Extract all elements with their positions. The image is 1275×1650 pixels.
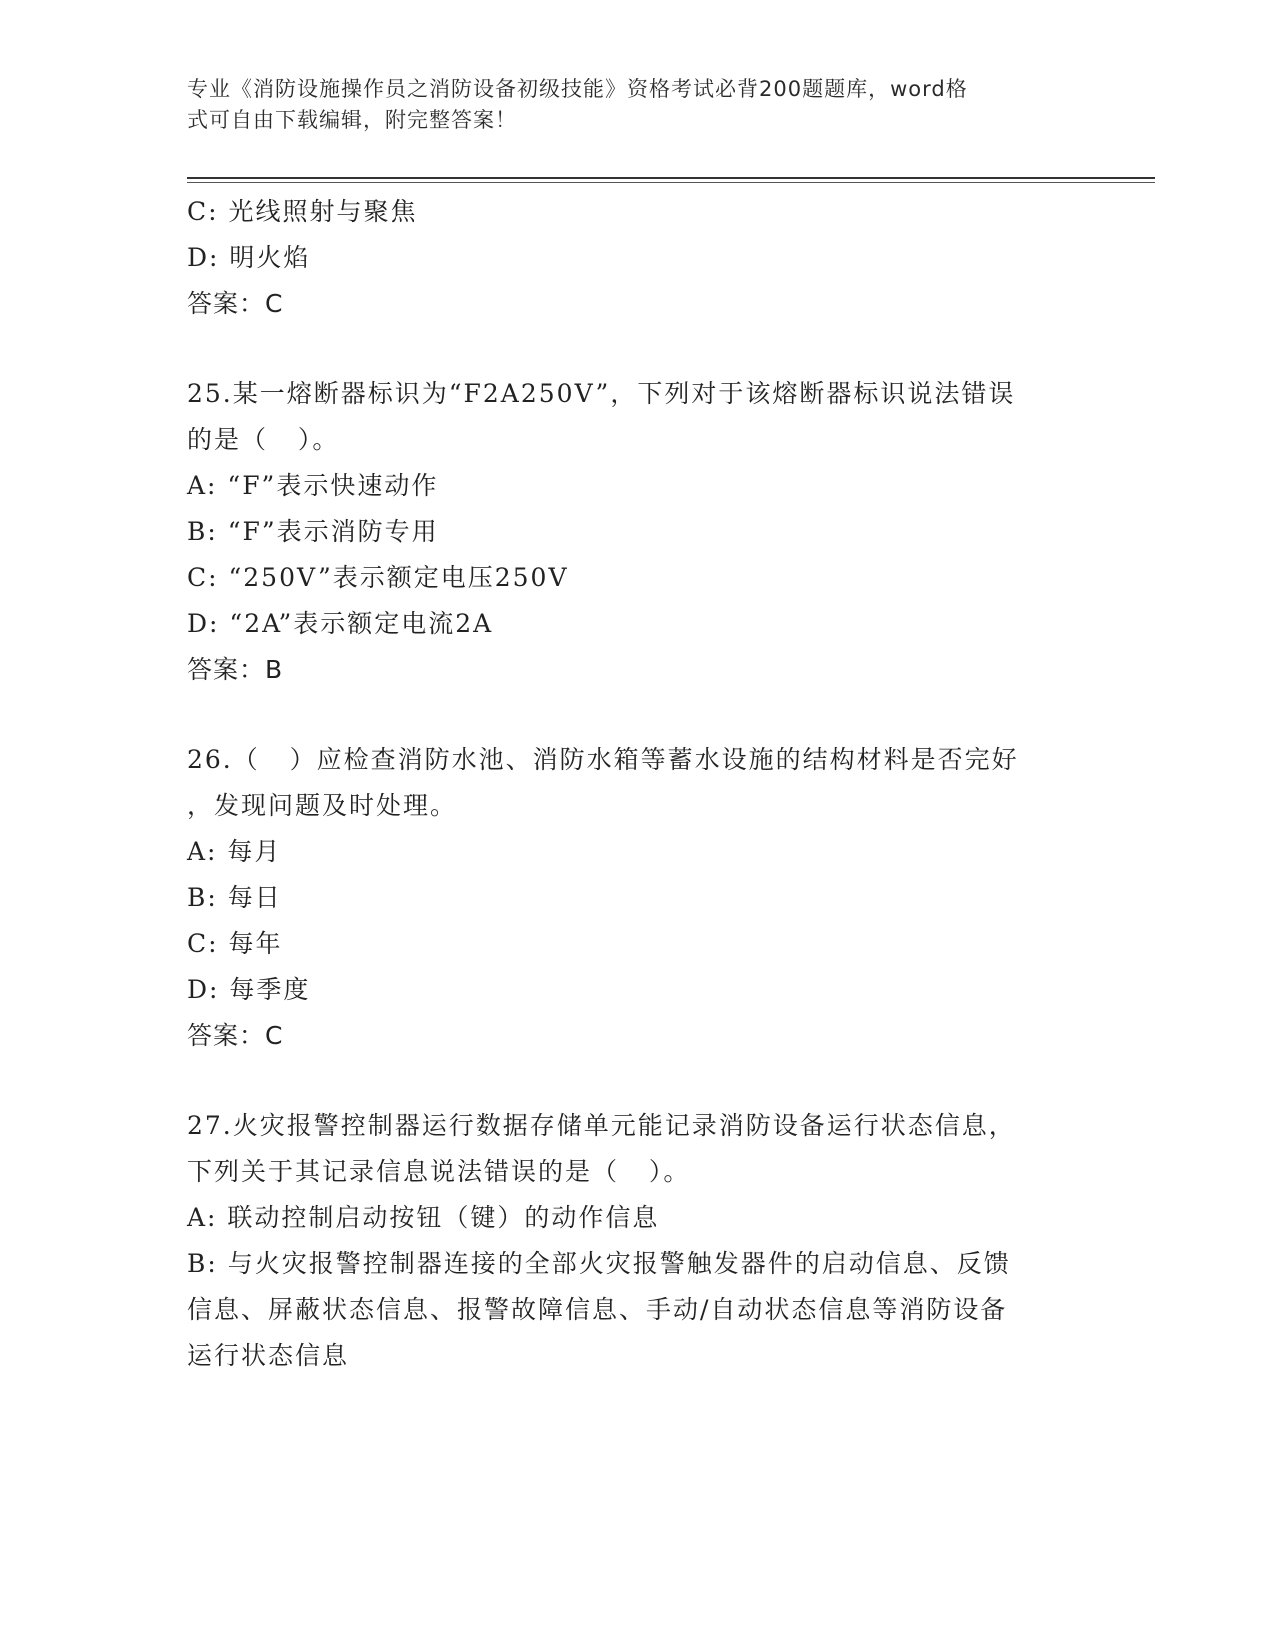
- question-stem-continued: 的是（ ）。: [187, 425, 340, 454]
- option-d: D: 明火焰: [187, 243, 311, 272]
- answer-line: 答案：B: [187, 655, 284, 684]
- document-header: [187, 74, 1067, 136]
- header-line-1: 专业《消防设施操作员之消防设备初级技能》资格考试必背200题题库，word格: [187, 77, 968, 101]
- spacer: [187, 1059, 1087, 1103]
- option-d: D: 每季度: [187, 975, 311, 1004]
- option-b-continued: 信息、屏蔽状态信息、报警故障信息、手动/自动状态信息等消防设备: [187, 1295, 1008, 1324]
- option-c: C: “250V”表示额定电压250V: [187, 563, 569, 592]
- option-b: B: “F”表示消防专用: [187, 517, 439, 546]
- option-c: C: 光线照射与聚焦: [187, 197, 418, 226]
- option-a: A: “F”表示快速动作: [187, 471, 439, 500]
- question-stem-continued: 下列关于其记录信息说法错误的是（ ）。: [187, 1157, 691, 1186]
- question-list: [187, 189, 1087, 1379]
- answer-line: 答案：C: [187, 289, 284, 318]
- header-line-2: 式可自由下载编辑，附完整答案！: [187, 108, 517, 132]
- question-27: [187, 1103, 1087, 1379]
- option-b: B: 每日: [187, 883, 282, 912]
- answer-line: 答案：C: [187, 1021, 284, 1050]
- question-26: [187, 737, 1087, 1059]
- question-25: [187, 371, 1087, 693]
- question-24-remainder: [187, 189, 1087, 327]
- option-c: C: 每年: [187, 929, 283, 958]
- option-b-continued: 运行状态信息: [187, 1341, 350, 1370]
- option-a: A: 联动控制启动按钮（键）的动作信息: [187, 1203, 660, 1232]
- question-stem: 25.某一熔断器标识为“F2A250V”，下列对于该熔断器标识说法错误: [187, 379, 1016, 408]
- question-stem: 27.火灾报警控制器运行数据存储单元能记录消防设备运行状态信息，: [187, 1111, 1016, 1140]
- option-a: A: 每月: [187, 837, 282, 866]
- header-divider-thin: [187, 182, 1155, 183]
- spacer: [187, 327, 1087, 371]
- option-b: B: 与火灾报警控制器连接的全部火灾报警触发器件的启动信息、反馈: [187, 1249, 1011, 1278]
- option-d: D: “2A”表示额定电流2A: [187, 609, 494, 638]
- question-stem: 26.（ ）应检查消防水池、消防水箱等蓄水设施的结构材料是否完好: [187, 745, 1019, 774]
- header-divider-thick: [187, 177, 1155, 179]
- question-stem-continued: ，发现问题及时处理。: [187, 791, 458, 820]
- spacer: [187, 693, 1087, 737]
